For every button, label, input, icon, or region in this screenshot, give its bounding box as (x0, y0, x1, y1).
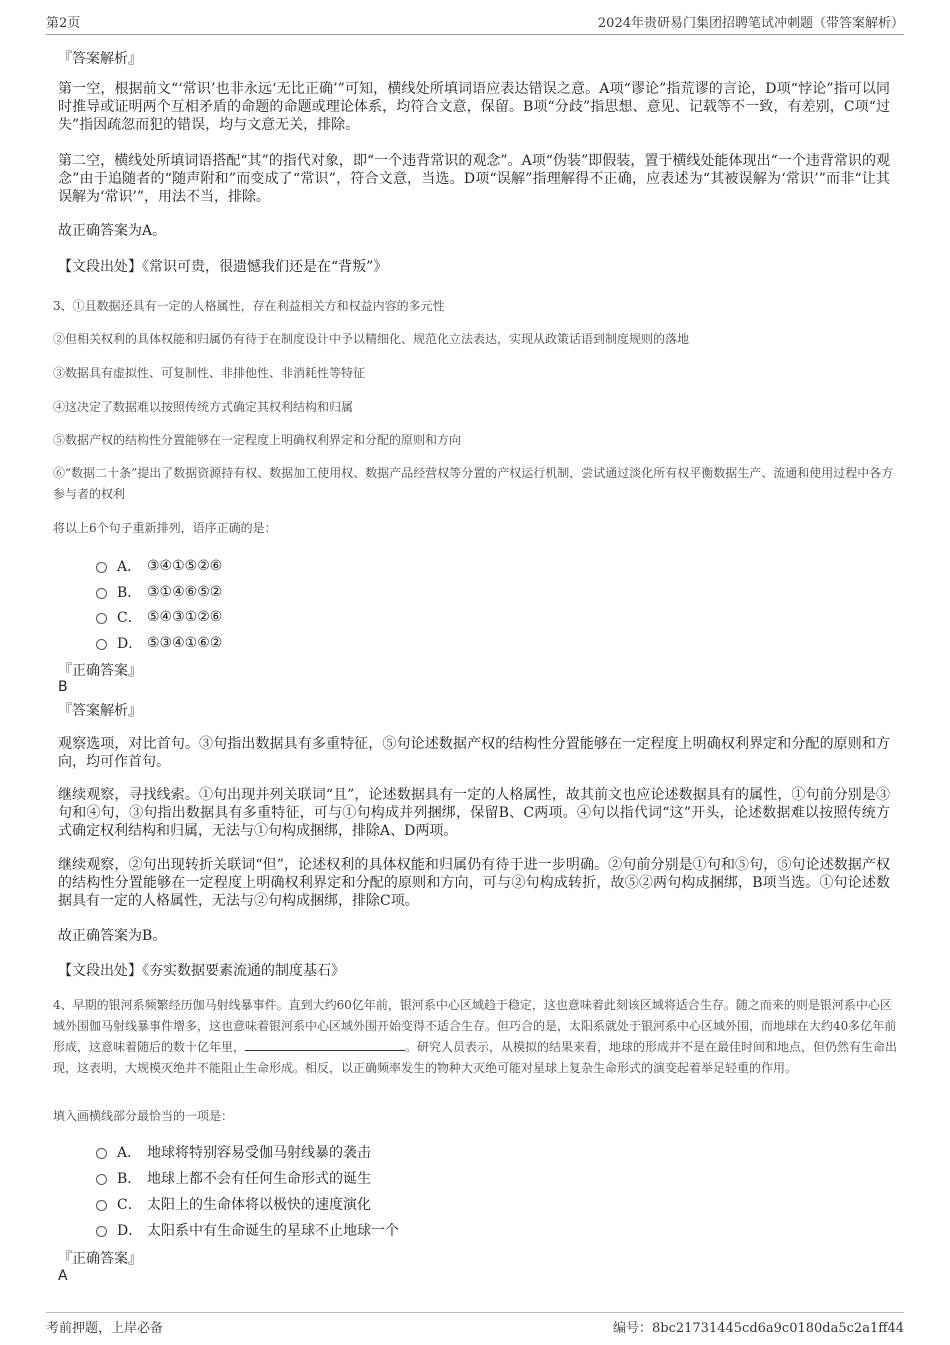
q3-answer: B (58, 679, 68, 695)
q2-analysis-p1: 第一空，根据前文“‘常识’也非永远‘无比正确’”可知，横线处所填词语应表达错误之意。A项“谬论”指荒谬的言论，D项“悖论”指可以同时推导或证明两个互相矛盾的命题的命题或理论体系，均符合文意，保留。B项“分歧”指思想、意见、记载等不一致，有差别，C项“过失”指因疏忽而犯的错误，均与文意无关，排除。 (58, 81, 890, 133)
q3-sentence-1: 3、①且数据还具有一定的人格属性，存在利益相关方和权益内容的多元性 (53, 299, 445, 313)
q2-analysis-p2: 第二空，横线处所填词语搭配“其”的指代对象，即“一个违背常识的观念”。A项“伪装”即假装，置于横线处能体现出“一个违背常识的观念”由于追随者的“随声附和”而变成了“常识”，符合文意，当选。D项“误解”指理解得不正确，应表述为“其被误解为‘常识’”而非“让其误解为‘常识’”，用法不当，排除。 (58, 153, 890, 205)
q2-conclusion: 故正确答案为A。 (58, 223, 167, 239)
q3-option-a[interactable]: A． ③④①⑤②⑥ (96, 556, 222, 576)
document-title: 2024年贵研易门集团招聘笔试冲刺题（带答案解析） (597, 16, 904, 31)
page-number: 第2页 (46, 16, 81, 31)
radio-icon[interactable] (96, 1226, 107, 1237)
q2-source: 【文段出处】《常识可贵，很遗憾我们还是在“背叛”》 (58, 259, 388, 275)
q3-option-b[interactable]: B． ③①④⑥⑤② (96, 582, 222, 602)
q3-option-c[interactable]: C． ⑤④③①②⑥ (96, 607, 222, 627)
q4-option-c[interactable]: C． 太阳上的生命体将以极快的速度演化 (96, 1194, 371, 1214)
page-footer (46, 1312, 904, 1336)
q4-option-b[interactable]: B． 地球上都不会有任何生命形式的诞生 (96, 1168, 371, 1188)
q3-analysis-p2: 继续观察，寻找线索。①句出现并列关联词“且”，论述数据具有一定的人格属性，故其前文也应论述数据具有的属性，①句前分别是③句和④句，③句指出数据具有多重特征，可与①句构成并列捆绑，保留B、C两项。④句以指代词“这”开头，论述数据难以按照传统方式确定权利结构和归属，无法与①句构成捆绑，排除A、D两项。 (58, 787, 890, 839)
radio-icon[interactable] (96, 1200, 107, 1211)
q2-analysis-title: 『答案解析』 (58, 51, 142, 67)
q4-answer: A (58, 1268, 68, 1284)
q3-conclusion: 故正确答案为B。 (58, 928, 167, 944)
q3-sentence-2: ②但相关权利的具体权能和归属仍有待于在制度设计中予以精细化、规范化立法表达，实现从政策话语到制度规则的落地 (53, 332, 690, 346)
q3-sentence-6: ⑥“数据二十条”提出了数据资源持有权、数据加工使用权、数据产品经营权等分置的产权运行机制，尝试通过淡化所有权平衡数据生产、流通和使用过程中各方参与者的权利 (53, 466, 894, 501)
page-header (46, 12, 904, 35)
radio-icon[interactable] (96, 1174, 107, 1185)
q3-analysis-p3: 继续观察，②句出现转折关联词“但”，论述权利的具体权能和归属仍有待于进一步明确。②句前分别是①句和⑤句，⑤句论述数据产权的结构性分置能够在一定程度上明确权利界定和分配的原则和方向，可与②句构成转折，故⑤②两句构成捆绑，B项当选。①句论述数据具有一定的人格属性，无法与②句构成捆绑，排除C项。 (58, 857, 890, 909)
q3-analysis-p1: 观察选项，对比首句。③句指出数据具有多重特征，⑤句论述数据产权的结构性分置能够在一定程度上明确权利界定和分配的原则和方向，均可作首句。 (58, 736, 890, 770)
answer-blank (245, 1038, 405, 1051)
q4-option-d[interactable]: D． 太阳系中有生命诞生的星球不止地球一个 (96, 1220, 399, 1240)
q3-sentence-4: ④这决定了数据难以按照传统方式确定其权利结构和归属 (53, 400, 354, 414)
radio-icon[interactable] (96, 613, 107, 624)
q3-sentence-5: ⑤数据产权的结构性分置能够在一定程度上明确权利界定和分配的原则和方向 (53, 433, 462, 447)
radio-icon[interactable] (96, 639, 107, 650)
radio-icon[interactable] (96, 1148, 107, 1159)
footer-slogan: 考前押题，上岸必备 (46, 1321, 164, 1336)
q3-sentence-3: ③数据具有虚拟性、可复制性、非排他性、非消耗性等特征 (53, 366, 366, 380)
q3-option-d[interactable]: D． ⑤③④①⑥② (96, 633, 222, 653)
footer-id: 编号：8bc21731445cd6a9c0180da5c2a1ff44 (613, 1321, 904, 1336)
q3-prompt: 将以上6个句子重新排列，语序正确的是： (53, 521, 277, 535)
radio-icon[interactable] (96, 562, 107, 573)
q4-answer-title: 『正确答案』 (58, 1251, 142, 1267)
q4-stem: 4、早期的银河系频繁经历伽马射线暴事件。直到大约60亿年前，银河系中心区域趋于稳定，这也意味着此刻该区域将适合生存。随之而来的则是银河系中心区域外围伽马射线暴事件增多，这也意味着银河系中心区域外围开始变得不适合生存。但巧合的是，太阳系就处于银河系中心区域外围，而地球在大约40多亿年前形成，这意味着随后的数十亿年里， 。研究人员表示，从模拟的结果来看，地球的形成并不是在最佳时间和地点，但仍然有生命出现，这表明，大规模灭绝并不能阻止生命形成。相反，以正确频率发生的物种大灭绝可能对星球上复杂生命形式的演变起着举足轻重的作用。 (53, 998, 898, 1075)
q3-answer-title: 『正确答案』 (58, 663, 142, 679)
q4-prompt: 填入画横线部分最恰当的一项是： (53, 1109, 234, 1123)
radio-icon[interactable] (96, 588, 107, 599)
q3-source: 【文段出处】《夯实数据要素流通的制度基石》 (58, 963, 345, 979)
q4-option-a[interactable]: A． 地球将特别容易受伽马射线暴的袭击 (96, 1142, 371, 1162)
q3-analysis-title: 『答案解析』 (58, 703, 142, 719)
